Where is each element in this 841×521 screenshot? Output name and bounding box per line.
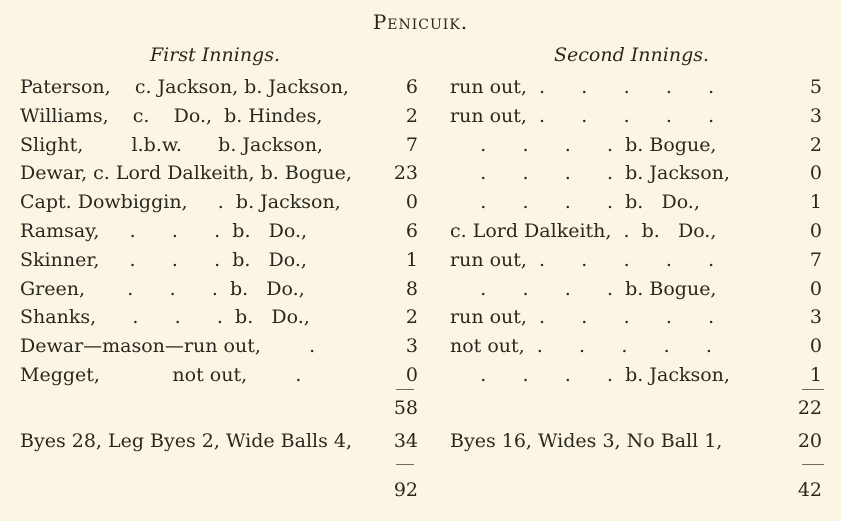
second-innings-runs: 1 [809,191,822,214]
first-innings-dismissal: Dewar, c. Lord Dalkeith, b. Bogue, [20,162,352,185]
second-innings-dismissal: not out, . . . . . [450,335,712,358]
second-innings-runs: 1 [809,364,822,386]
second-innings-dismissal: . . . . b. Jackson, [450,162,730,185]
second-innings-runs: 0 [809,162,822,185]
second-innings-runs: 7 [809,248,822,271]
second-innings-runs: 0 [809,335,822,358]
second-extras-text: Byes 16, Wides 3, No Ball 1, [450,430,723,452]
second-innings-dismissal: c. Lord Dalkeith, . b. Do., [450,220,717,242]
first-innings-runs: 2 [405,306,418,329]
second-innings-dismissal: run out, . . . . . [450,306,715,329]
first-innings-runs: 1 [405,248,418,271]
first-innings-dismissal: Skinner, . . . b. Do., [20,248,307,271]
second-innings-runs: 3 [809,306,822,329]
first-innings-runs: 0 [405,364,418,386]
first-innings-runs: 7 [405,133,418,156]
first-extras: 34 [393,430,418,452]
first-total: 92 [393,479,418,501]
first-innings-dismissal: Paterson, c. Jackson, b. Jackson, [20,76,349,98]
first-extras-text: Byes 28, Leg Byes 2, Wide Balls 4, [20,430,353,452]
first-total-rule [396,464,414,465]
second-innings-runs: 2 [809,133,822,156]
batting-row [0,101,841,131]
second-innings-dismissal: . . . . b. Bogue, [450,277,717,300]
first-innings-dismissal: Slight, l.b.w. b. Jackson, [20,133,323,156]
second-innings-runs: 3 [809,104,822,127]
first-subtotal: 58 [393,397,418,419]
second-subtotal-rule [802,389,824,390]
batting-row [0,360,841,390]
batting-row [0,158,841,188]
first-subtotal-rule [396,389,414,390]
batting-row [0,130,841,160]
team-title: Penicuik. [372,10,469,34]
first-innings-heading: First Innings. [150,44,281,66]
first-innings-runs: 6 [405,220,418,242]
batting-row [0,274,841,304]
batting-row [0,72,841,102]
second-innings-runs: 0 [809,277,822,300]
second-innings-dismissal: . . . . b. Bogue, [450,133,717,156]
first-innings-runs: 0 [405,191,418,214]
second-extras: 20 [797,430,822,452]
first-innings-dismissal: Ramsay, . . . b. Do., [20,220,308,242]
extras-row [0,426,841,456]
second-total-rule [802,464,824,465]
second-innings-runs: 5 [809,76,822,98]
first-innings-runs: 3 [405,335,418,358]
first-innings-dismissal: Megget, not out, . [20,364,302,386]
batting-row [0,331,841,361]
batting-row [0,216,841,246]
second-innings-dismissal: run out, . . . . . [450,104,715,127]
first-innings-dismissal: Dewar—mason—run out, . [20,335,316,358]
first-innings-runs: 8 [405,277,418,300]
first-innings-dismissal: Capt. Dowbiggin, . b. Jackson, [20,191,341,214]
second-innings-runs: 0 [809,220,822,242]
total-row [0,475,841,505]
batting-row [0,187,841,217]
first-innings-runs: 6 [405,76,418,98]
subtotal-row [0,393,841,423]
second-innings-dismissal: . . . . b. Do., [450,191,700,214]
second-innings-heading: Second Innings. [554,44,710,66]
first-innings-runs: 2 [405,104,418,127]
first-innings-runs: 23 [393,162,418,185]
first-innings-dismissal: Green, . . . b. Do., [20,277,305,300]
batting-row [0,302,841,332]
second-subtotal: 22 [797,397,822,419]
second-total: 42 [797,479,822,501]
second-innings-dismissal: . . . . b. Jackson, [450,364,730,386]
batting-row [0,245,841,275]
second-innings-dismissal: run out, . . . . . [450,76,715,98]
first-innings-dismissal: Williams, c. Do., b. Hindes, [20,104,323,127]
second-innings-dismissal: run out, . . . . . [450,248,715,271]
first-innings-dismissal: Shanks, . . . b. Do., [20,306,310,329]
